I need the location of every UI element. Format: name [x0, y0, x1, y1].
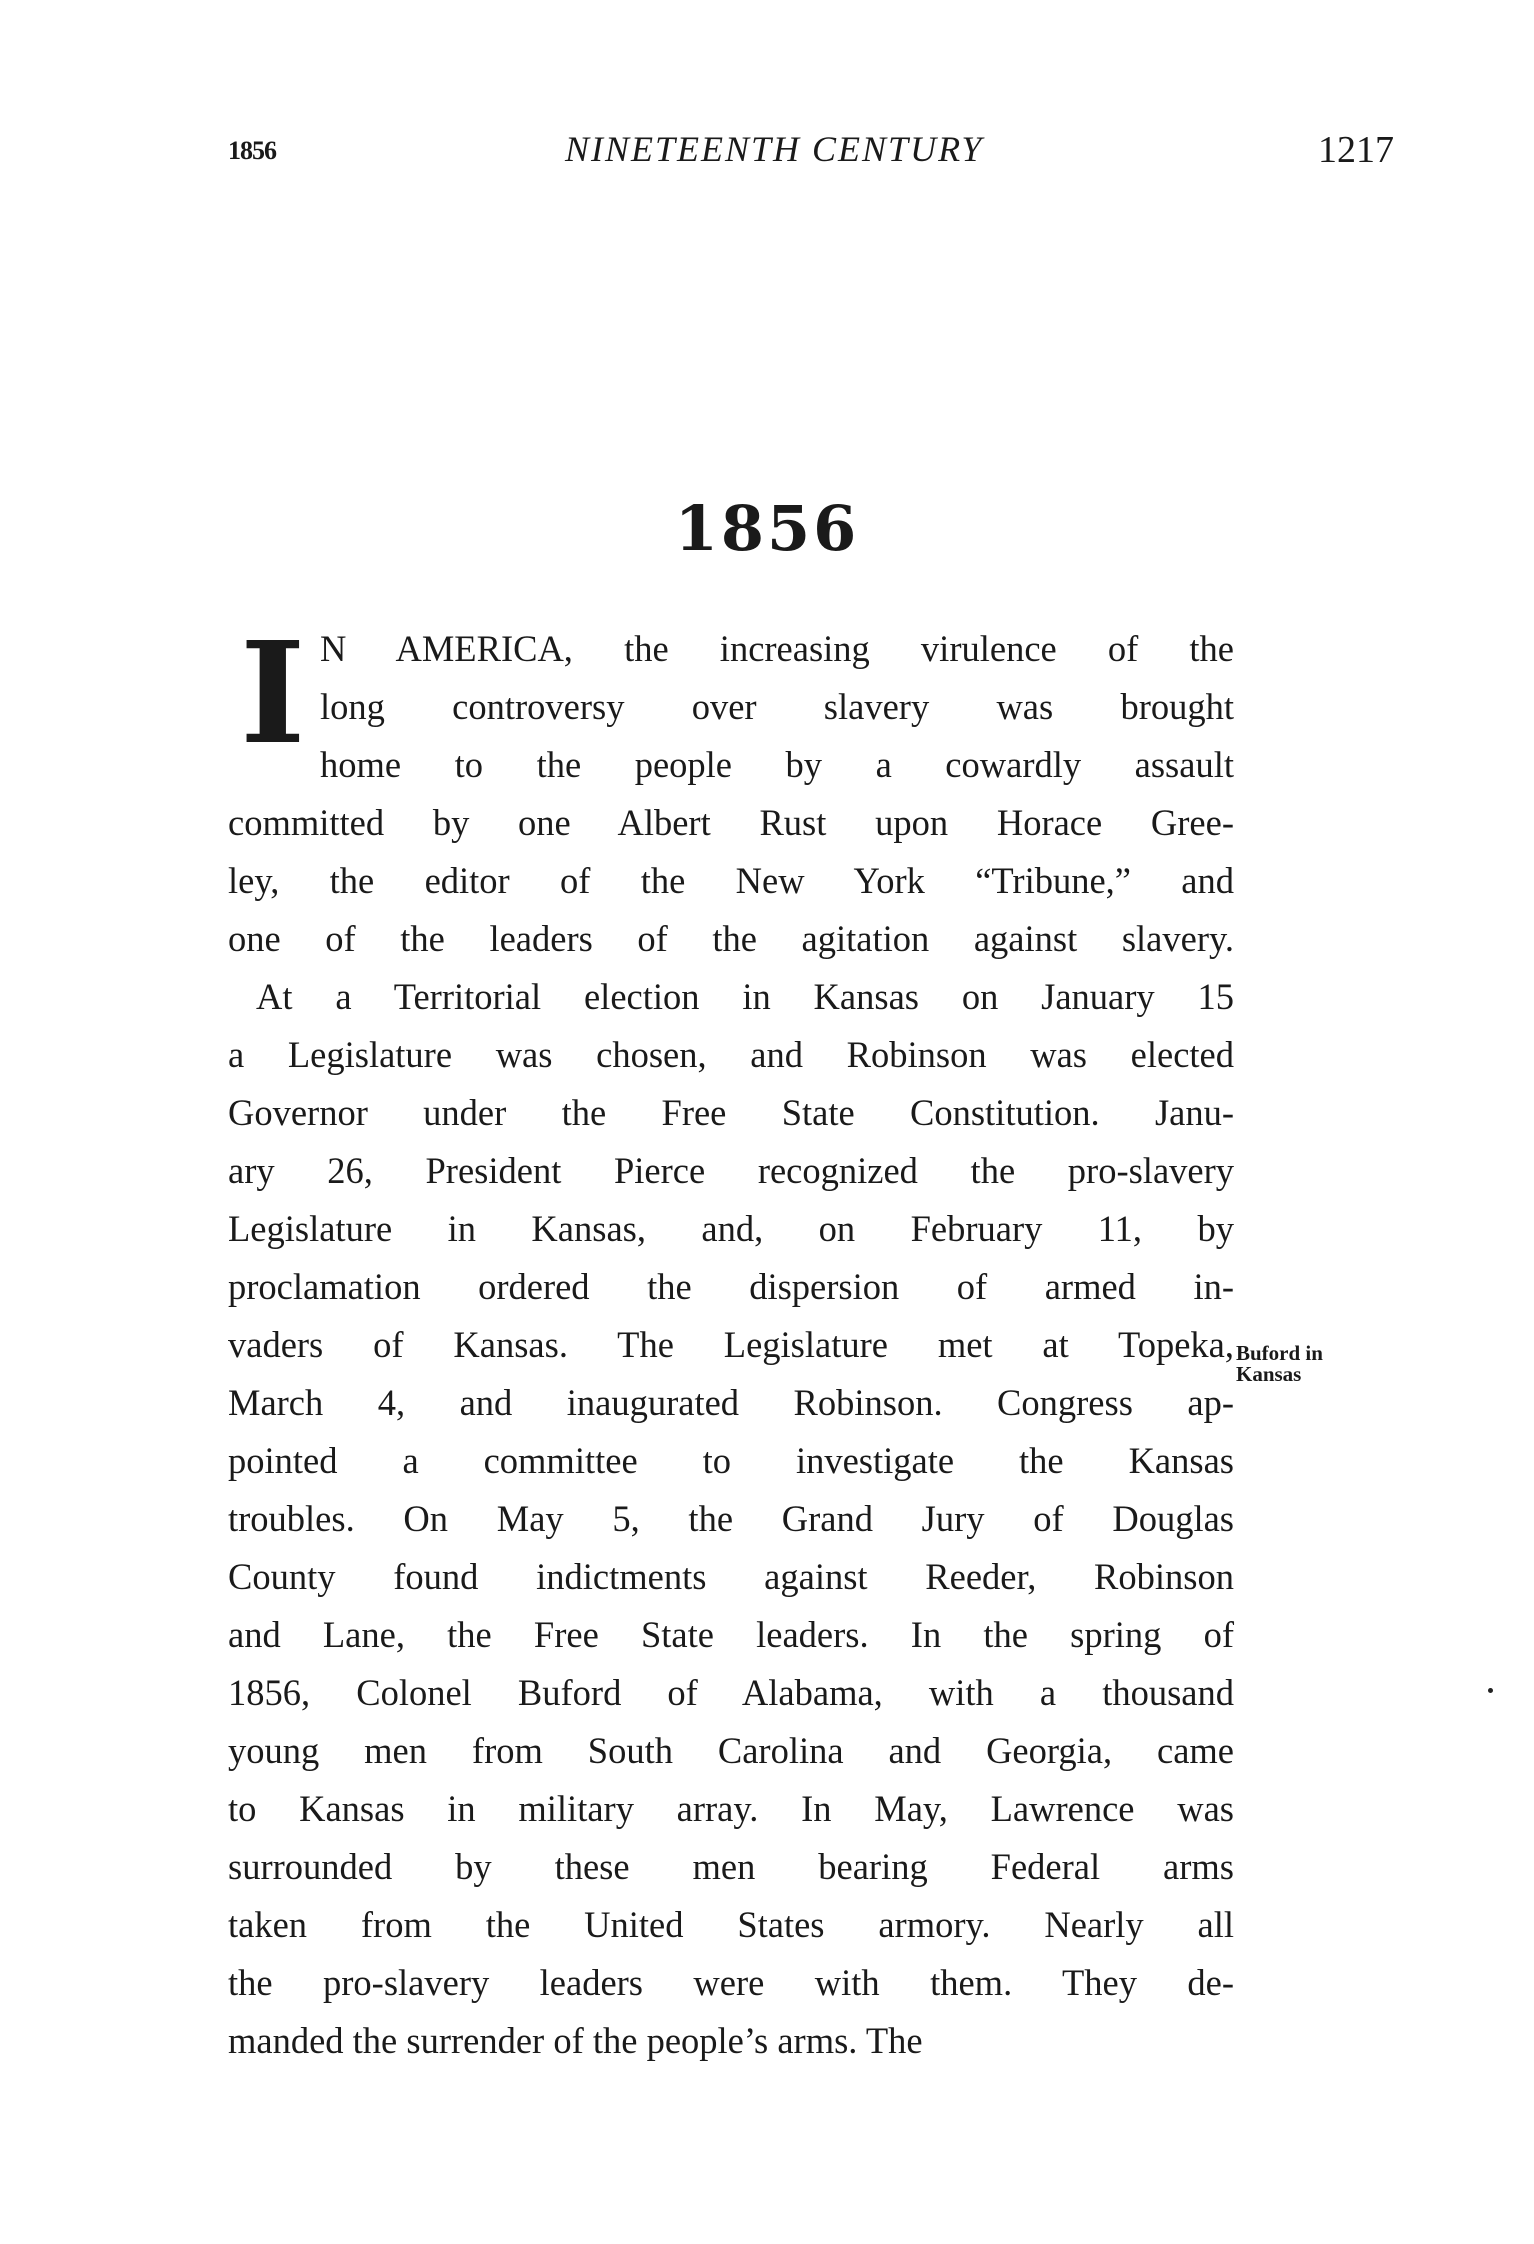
- running-head-title: NINETEENTH CENTURY: [565, 129, 984, 169]
- text-line: March 4, and inaugurated Robinson. Congress ap-: [228, 1382, 1234, 1423]
- text-line: Legislature in Kansas, and, on February 11, by: [228, 1208, 1234, 1249]
- text-line: manded the surrender of the people’s arms. The: [228, 2020, 923, 2061]
- text-line: 1856, Colonel Buford of Alabama, with a thousand: [228, 1672, 1234, 1713]
- text-line: pointed a committee to investigate the Kansas: [228, 1440, 1234, 1481]
- text-line: long controversy over slavery was brought: [320, 686, 1234, 727]
- text-line: N AMERICA, the increasing virulence of the: [320, 628, 1234, 669]
- text-line: troubles. On May 5, the Grand Jury of Douglas: [228, 1498, 1234, 1539]
- margin-note: [1236, 1343, 1366, 1385]
- text-line: At a Territorial election in Kansas on January 15: [256, 976, 1234, 1017]
- drop-cap: I: [240, 612, 306, 776]
- page-number: 1217: [1318, 129, 1394, 171]
- paragraph-1: [228, 612, 1234, 968]
- text-line: proclamation ordered the dispersion of armed in-: [228, 1266, 1234, 1307]
- running-head: [0, 128, 1534, 178]
- body-text: [228, 612, 1234, 2070]
- text-line: and Lane, the Free State leaders. In the spring of: [228, 1614, 1234, 1655]
- text-line: County found indictments against Reeder, Robinson: [228, 1556, 1234, 1597]
- text-line: the pro-slavery leaders were with them. They de-: [228, 1962, 1234, 2003]
- running-head-year: 1856: [228, 136, 276, 165]
- text-line: to Kansas in military array. In May, Lawrence was: [228, 1788, 1234, 1829]
- margin-note-line: Kansas: [1236, 1362, 1302, 1386]
- text-line: surrounded by these men bearing Federal arms: [228, 1846, 1234, 1887]
- text-line: Governor under the Free State Constitution. Janu-: [228, 1092, 1234, 1133]
- text-line: taken from the United States armory. Nearly all: [228, 1904, 1234, 1945]
- text-line: home to the people by a cowardly assault: [320, 744, 1234, 785]
- text-line: a Legislature was chosen, and Robinson was elected: [228, 1034, 1234, 1075]
- margin-note-line: Buford in: [1236, 1341, 1323, 1365]
- chapter-heading: 1856: [674, 492, 860, 565]
- text-line: ary 26, President Pierce recognized the pro-slavery: [228, 1150, 1234, 1191]
- text-line: young men from South Carolina and Georgia, came: [228, 1730, 1234, 1771]
- text-line: one of the leaders of the agitation against slavery.: [228, 918, 1234, 959]
- text-line: committed by one Albert Rust upon Horace Gree-: [228, 802, 1234, 843]
- text-line: vaders of Kansas. The Legislature met at Topeka,: [228, 1324, 1234, 1365]
- paragraph-2: [228, 968, 1234, 2070]
- ink-speck: [1488, 1688, 1493, 1693]
- text-line: ley, the editor of the New York “Tribune,” and: [228, 860, 1234, 901]
